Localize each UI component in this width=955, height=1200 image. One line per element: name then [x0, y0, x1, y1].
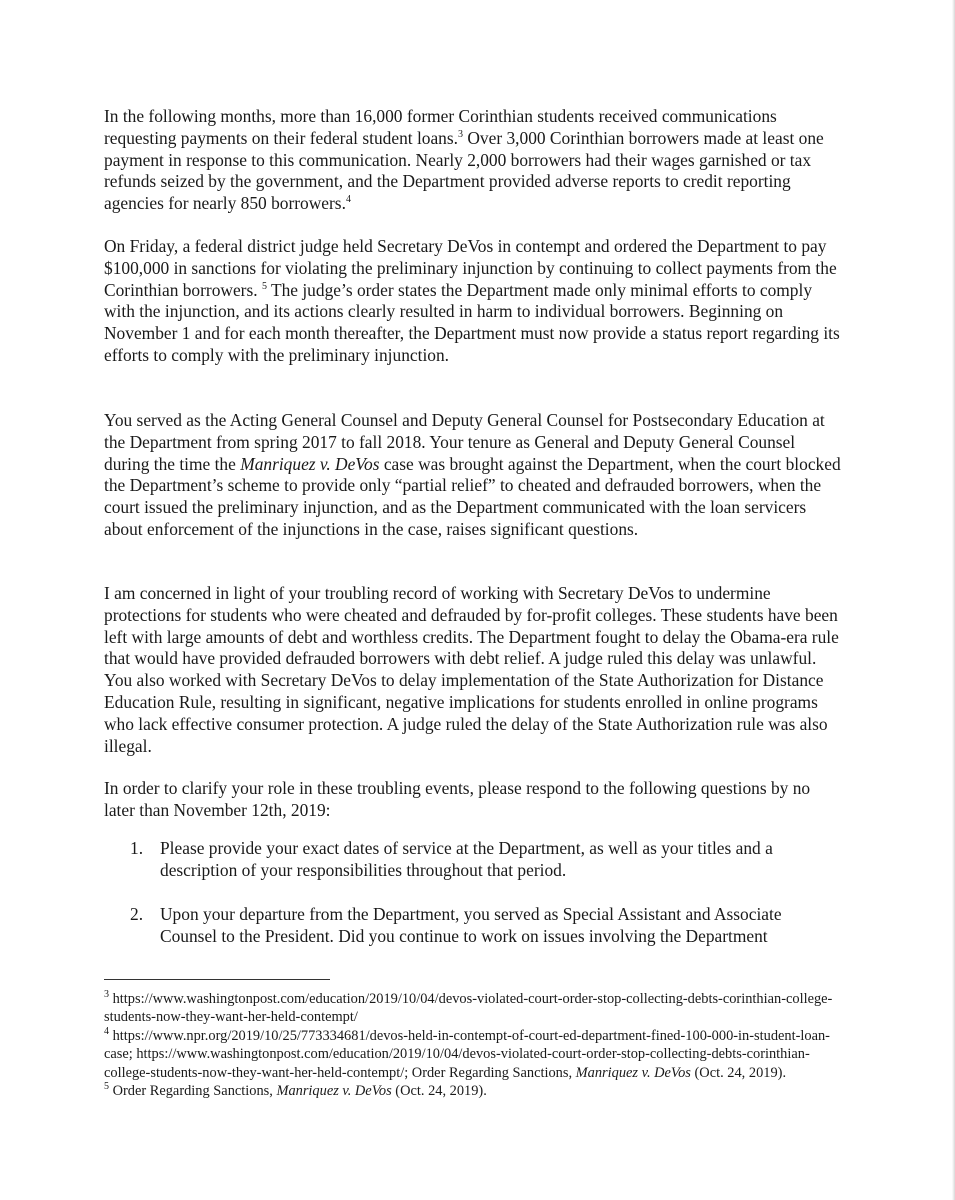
footnote-4 — [104, 1027, 844, 1082]
footnote-ref: 3 — [458, 129, 463, 140]
paragraph-text: In the following months, more than 16,000 former Corinthian students received communications requesting payments on their federal student loans. — [104, 106, 777, 148]
paragraph-concerns — [104, 583, 844, 757]
footnote-text: (Oct. 24, 2019). — [391, 1083, 487, 1100]
paragraph-tenure — [104, 410, 844, 541]
paragraph-text: I am concerned in light of your troubling record of working with Secretary DeVos to undermine protections for students who were cheated and defrauded by for-profit colleges. These students have been left with large amounts of debt and worthless credits. The Department fought to delay the Obama-era rule that would have provided defrauded borrowers with debt relief. A judge ruled this delay was unlawful. You also worked with Secretary DeVos to delay implementation of the State Authorization for Distance Education Rule, resulting in significant, negative implications for students enrolled in online programs who lack effective consumer protection. A judge ruled the delay of the State Authorization rule was also illegal. — [104, 583, 839, 756]
footnotes — [104, 990, 844, 1100]
question-number: 1. — [130, 838, 144, 858]
paragraph-request — [104, 778, 844, 822]
question-text: Please provide your exact dates of service at the Department, as well as your titles and a description of your responsibilities throughout that period. — [160, 838, 773, 880]
footnote-text: https://www.washingtonpost.com/education/2019/10/04/devos-violated-court-order-stop-collecting-debts-corinthian-college-students-now-they-want-her-held-contempt/ — [104, 991, 833, 1026]
footnote-number: 5 — [104, 1081, 109, 1093]
footnote-text: Order Regarding Sanctions, — [109, 1083, 277, 1100]
paragraph-text: On Friday, a federal district judge held Secretary DeVos in contempt and ordered the Department to pay $100,000 in sanctions for violating the preliminary injunction by continuing to collect payments from the Corinthian borrowers. — [104, 236, 837, 300]
question-text: Upon your departure from the Department, you served as Special Assistant and Associate Counsel to the President. Did you continue to work on issues involving the Department — [160, 904, 782, 946]
footnote-3 — [104, 990, 844, 1027]
case-name: Manriquez v. DeVos — [575, 1064, 691, 1081]
footnote-text: https://www.npr.org/2019/10/25/773334681/devos-held-in-contempt-of-court-ed-department-fined-100-000-in-student-loan-case; https://www.washingtonpost.com/education/2019/10/04/devos-violated-court-order-stop-collecting-debts-corinthian-college-students-now-they-want-her-held-contempt/; Order Regarding Sanctions, — [104, 1027, 830, 1081]
question-item — [130, 838, 830, 882]
footnote-divider — [104, 979, 330, 980]
paragraph-text: Over 3,000 Corinthian borrowers made at least one payment in response to this communication. Nearly 2,000 borrowers had their wages garnished or tax refunds seized by the government, and the Department provided adverse reports to credit reporting agencies for nearly 850 borrowers. — [104, 127, 824, 214]
paragraph-text: case was brought against the Department, when the court blocked the Department’s scheme to provide only “partial relief” to cheated and defrauded borrowers, when the court issued the preliminary injunction, and as the Department communicated with the loan servicers about enforcement of the injunctions in the case, raises significant questions. — [104, 453, 841, 539]
case-name: Manriquez v. DeVos — [276, 1083, 392, 1100]
footnote-number: 4 — [104, 1026, 109, 1038]
question-number: 2. — [130, 904, 144, 924]
paragraph-contempt-ruling — [104, 236, 844, 367]
footnote-5 — [104, 1082, 844, 1100]
footnote-number: 3 — [104, 989, 109, 1001]
footnote-ref: 4 — [345, 194, 351, 206]
case-name: Manriquez v. DeVos — [240, 453, 380, 474]
footnote-text: (Oct. 24, 2019). — [690, 1064, 787, 1081]
footnote-ref: 5 — [261, 280, 267, 292]
paragraph-corinthian-payments — [104, 106, 844, 215]
question-item — [130, 904, 830, 948]
paragraph-text: The judge’s order states the Department made only minimal efforts to comply with the injunction, and its actions clearly resulted in harm to individual borrowers. Beginning on November 1 and for each month thereafter, the Department must now provide a status report regarding its efforts to comply with the preliminary injunction. — [104, 279, 840, 365]
paragraph-text: You served as the Acting General Counsel and Deputy General Counsel for Postsecondary Education at the Department from spring 2017 to fall 2018. Your tenure as General and Deputy General Counsel during the time the — [104, 410, 825, 474]
paragraph-text: In order to clarify your role in these troubling events, please respond to the following questions by no later than November 12th, 2019: — [104, 778, 811, 820]
